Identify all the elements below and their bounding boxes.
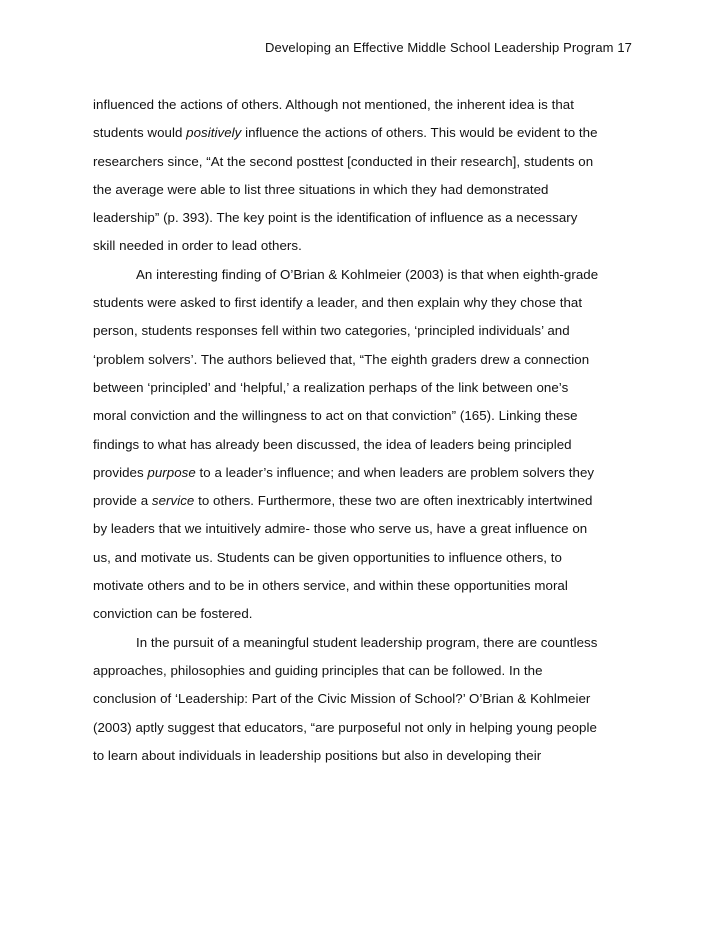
emphasis: purpose	[147, 464, 196, 480]
text-line: leadership” (p. 393). The key point is the identification of influence as a necessary	[93, 210, 578, 226]
text-line: students would positively influence the actions of others. This would be evident to the	[93, 125, 598, 141]
text-line: motivate others and to be in others service, and within these opportunities moral	[93, 578, 568, 594]
emphasis: positively	[186, 125, 242, 141]
text-line: influenced the actions of others. Although not mentioned, the inherent idea is that	[93, 97, 574, 112]
text-line: us, and motivate us. Students can be given opportunities to influence others, to	[93, 549, 562, 565]
text-line: conviction can be fostered.	[93, 606, 253, 622]
running-head: Developing an Effective Middle School Leadership Program 17	[265, 40, 632, 55]
paragraph-start-line: In the pursuit of a meaningful student leadership program, there are countless	[136, 634, 598, 650]
text-line: provides purpose to a leader’s influence; and when leaders are problem solvers they	[93, 464, 595, 480]
text-line: moral conviction and the willingness to act on that conviction” (165). Linking these	[93, 408, 578, 424]
text-line: to learn about individuals in leadership positions but also in developing their	[93, 747, 542, 763]
text-line: between ‘principled’ and ‘helpful,’ a realization perhaps of the link between one’s	[93, 379, 569, 395]
text-line: researchers since, “At the second posttest [conducted in their research], students on	[93, 153, 594, 169]
text-line: by leaders that we intuitively admire- those who serve us, have a great influence on	[93, 521, 588, 537]
text-line: skill needed in order to lead others.	[93, 238, 302, 254]
text-line: the average were able to list three situations in which they had demonstrated	[93, 181, 549, 197]
text-line: students were asked to first identify a leader, and then explain why they chose that	[93, 295, 583, 311]
text-line: (2003) aptly suggest that educators, “are purposeful not only in helping young people	[93, 719, 597, 735]
text-line: approaches, philosophies and guiding principles that can be followed. In the	[93, 662, 543, 678]
body-text	[93, 91, 638, 770]
text-line: person, students responses fell within two categories, ‘principled individuals’ and	[93, 323, 570, 339]
text-line: provide a service to others. Furthermore, these two are often inextricably intertwined	[93, 493, 593, 509]
text-line: ‘problem solvers’. The authors believed that, “The eighth graders drew a connection	[93, 351, 590, 367]
emphasis: service	[151, 493, 195, 509]
text-line: findings to what has already been discussed, the idea of leaders being principled	[93, 436, 572, 452]
text-line: conclusion of ‘Leadership: Part of the Civic Mission of School?’ O’Brian & Kohlmeier	[93, 691, 591, 707]
paragraph-start-line: An interesting finding of O’Brian & Kohlmeier (2003) is that when eighth-grade	[136, 266, 599, 282]
